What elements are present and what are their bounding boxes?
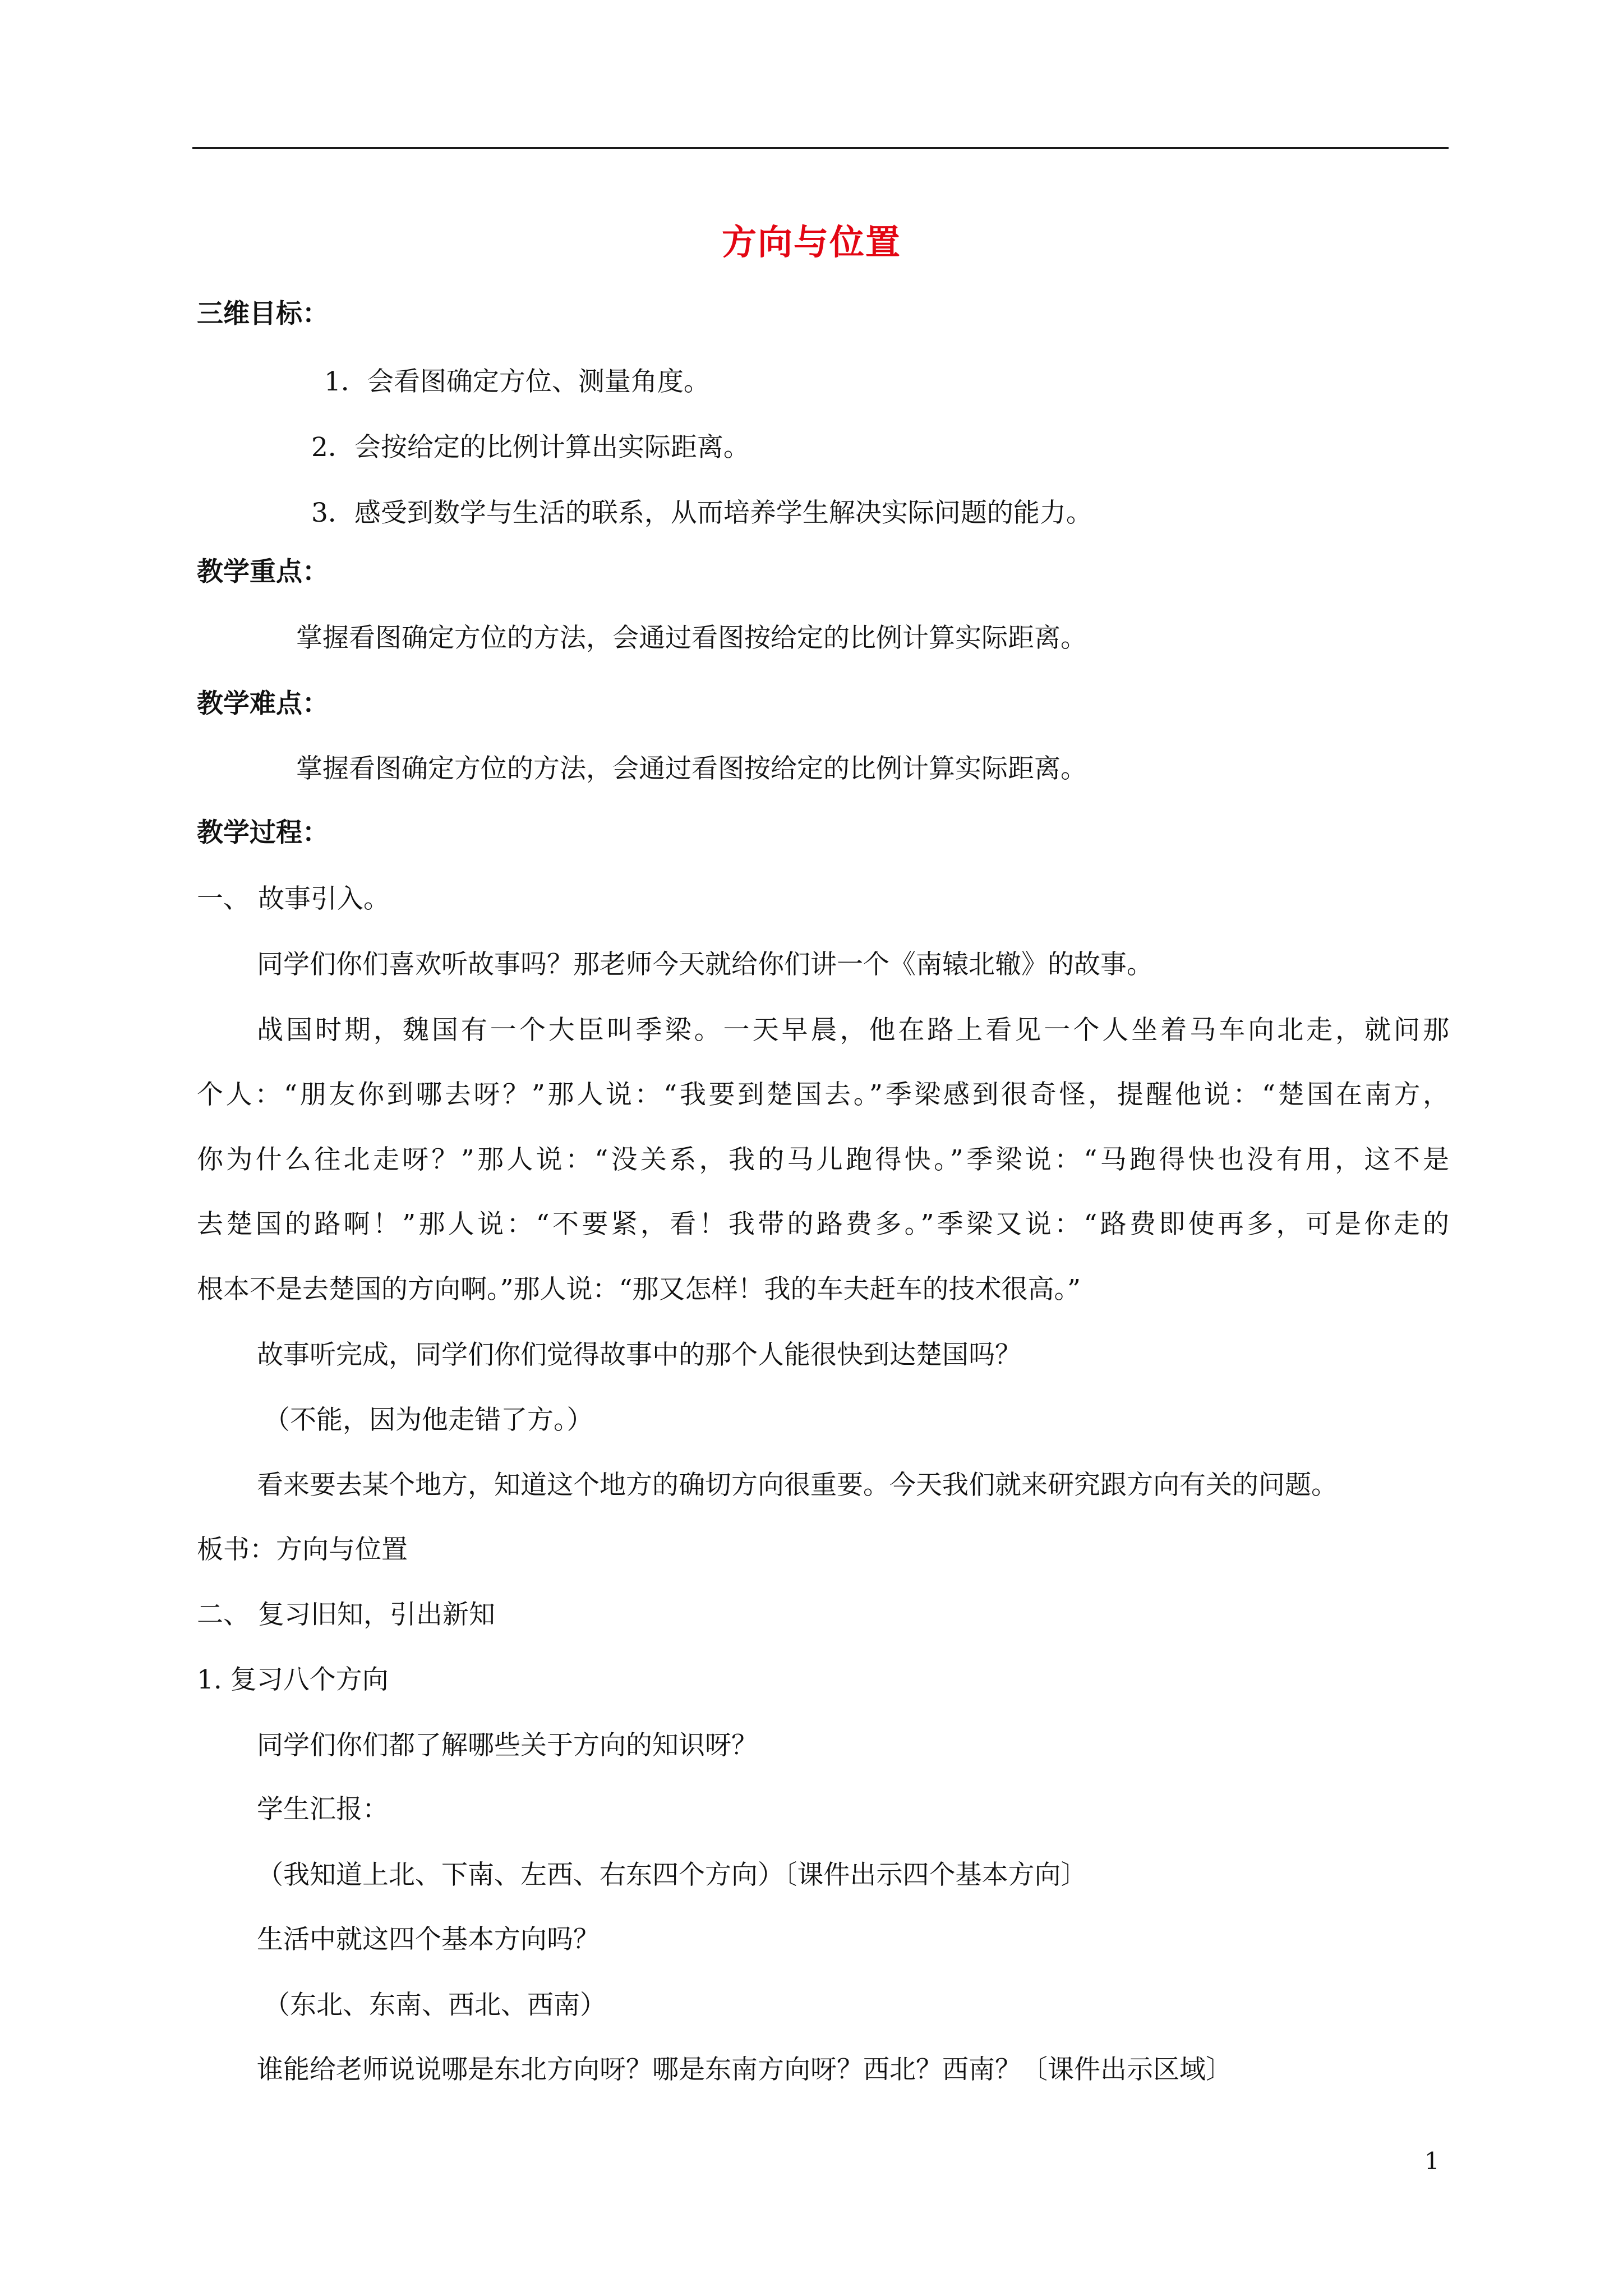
page-number: 1: [1424, 2147, 1440, 2175]
process-line-8: 故事听完成，同学们你们觉得故事中的那个人能很快到达楚国吗？: [257, 1340, 1021, 1370]
process-heading: 教学过程：: [197, 817, 329, 848]
process-line-9: （不能，因为他走错了方。）: [264, 1405, 593, 1435]
document-title: 方向与位置: [721, 222, 901, 263]
process-line-14: 同学们你们都了解哪些关于方向的知识呀？: [257, 1730, 758, 1761]
process-line-1: 一、 故事引入。: [197, 884, 390, 914]
process-line-5: 你为什么往北走呀？”那人说：“没关系，我的马儿跑得快。”季梁说：“马跑得快也没有用，这不是: [197, 1144, 1449, 1175]
difficulties-heading: 教学难点：: [197, 688, 329, 719]
objective-item-2: 2．会按给定的比例计算出实际距离。: [311, 432, 750, 463]
process-line-13: 1. 复习八个方向: [197, 1664, 389, 1695]
process-line-10: 看来要去某个地方，知道这个地方的确切方向很重要。今天我们就来研究跟方向有关的问题。: [257, 1470, 1338, 1501]
header-rule: [192, 147, 1449, 149]
process-line-16: （我知道上北、下南、左西、右东四个方向）〔课件出示四个基本方向〕: [257, 1860, 1087, 1890]
process-line-4: 个人：“朋友你到哪去呀？”那人说：“我要到楚国去。”季梁感到很奇怪，提醒他说：“楚国在南方，: [197, 1079, 1449, 1110]
process-line-11: 板书：方向与位置: [197, 1534, 408, 1565]
objective-item-3: 3．感受到数学与生活的联系，从而培养学生解决实际问题的能力。: [311, 498, 1092, 528]
objective-item-1: 1．会看图确定方位、测量角度。: [324, 366, 710, 397]
key-points-heading: 教学重点：: [197, 556, 329, 587]
difficulties-text: 掌握看图确定方位的方法，会通过看图按给定的比例计算实际距离。: [296, 753, 1087, 784]
process-line-18: （东北、东南、西北、西南）: [264, 1990, 606, 2021]
process-line-7: 根本不是去楚国的方向啊。”那人说：“那又怎样！我的车夫赶车的技术很高。”: [197, 1274, 1081, 1305]
process-line-17: 生活中就这四个基本方向吗？: [257, 1924, 600, 1955]
process-line-2: 同学们你们喜欢听故事吗？那老师今天就给你们讲一个《南辕北辙》的故事。: [257, 949, 1153, 980]
key-points-text: 掌握看图确定方位的方法，会通过看图按给定的比例计算实际距离。: [296, 623, 1087, 654]
process-line-19: 谁能给老师说说哪是东北方向呀？哪是东南方向呀？西北？西南？〔课件出示区域〕: [257, 2054, 1232, 2085]
process-line-12: 二、 复习旧知，引出新知: [197, 1599, 495, 1630]
process-line-3: 战国时期，魏国有一个大臣叫季梁。一天早晨，他在路上看见一个人坐着马车向北走，就问那: [257, 1015, 1449, 1046]
objectives-heading: 三维目标：: [197, 298, 329, 329]
process-line-15: 学生汇报：: [257, 1794, 389, 1825]
process-line-6: 去楚国的路啊！”那人说：“不要紧，看！我带的路费多。”季梁又说：“路费即使再多，可是你走的: [197, 1209, 1449, 1240]
